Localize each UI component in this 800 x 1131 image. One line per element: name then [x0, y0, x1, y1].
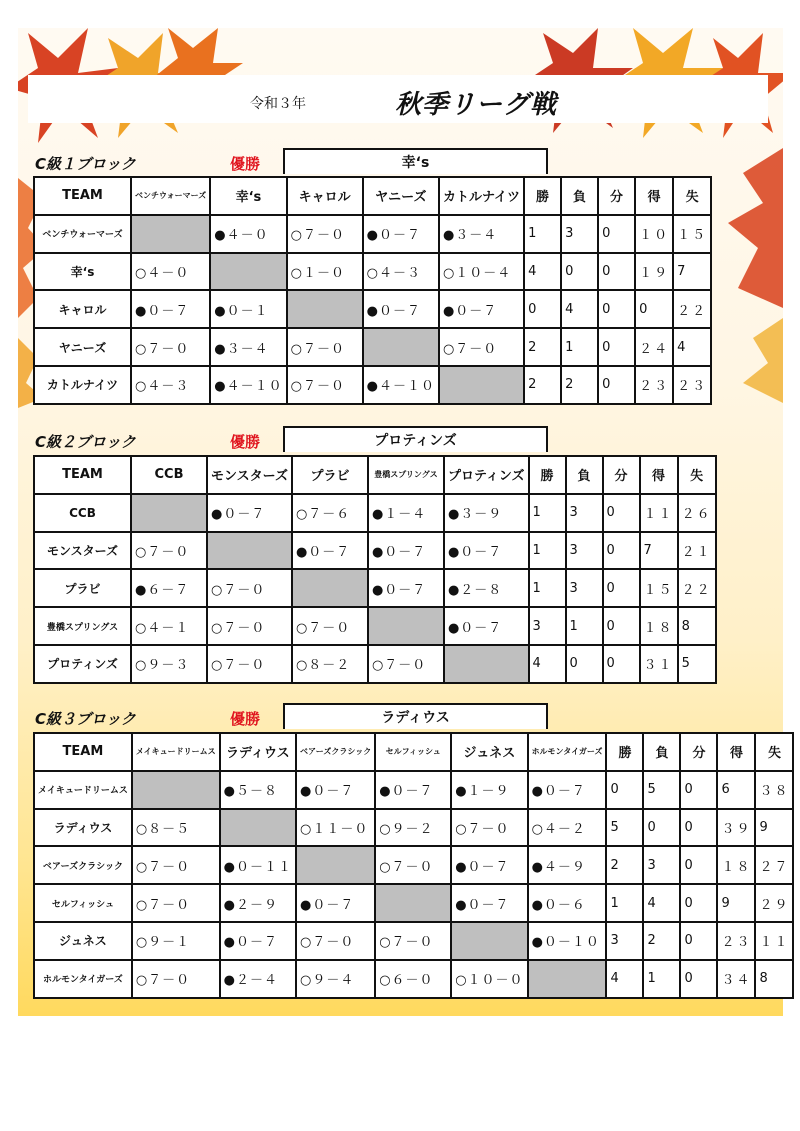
match-result: ○９－１	[132, 922, 220, 960]
stat-value: 0	[680, 846, 717, 884]
table-row	[34, 253, 711, 291]
opponent-column-header: モンスターズ	[207, 456, 292, 494]
stat-value: 4	[524, 253, 561, 291]
stat-column-header: 勝	[529, 456, 566, 494]
match-result: ●０－７	[220, 922, 296, 960]
stat-value: ３９	[717, 809, 755, 847]
team-name: プロティンズ	[34, 645, 131, 683]
match-result: ○７－０	[131, 328, 210, 366]
match-result: ●０－７	[368, 532, 444, 570]
stat-value: 0	[598, 290, 635, 328]
stat-value: 6	[717, 771, 755, 809]
opponent-column-header: ホルモンタイガーズ	[528, 733, 607, 771]
standings-table	[33, 732, 794, 999]
stat-value: 0	[603, 645, 640, 683]
match-result: ○４－３	[363, 253, 439, 291]
stat-value: 8	[755, 960, 793, 998]
match-result: ●０－７	[451, 846, 527, 884]
team-column-header: TEAM	[34, 456, 131, 494]
stat-value: 3	[529, 607, 566, 645]
stat-value: 7	[640, 532, 678, 570]
stat-value: 0	[635, 290, 673, 328]
stat-value: 2	[606, 846, 643, 884]
team-name: プラビ	[34, 569, 131, 607]
stat-value: 4	[529, 645, 566, 683]
match-result: ●０－７	[296, 884, 375, 922]
stat-value: １８	[717, 846, 755, 884]
self-match-cell	[210, 253, 286, 291]
table-row	[34, 809, 793, 847]
match-result: ●４－１０	[363, 366, 439, 404]
match-result: ●０－７	[207, 494, 292, 532]
stat-value: １９	[635, 253, 673, 291]
table-row	[34, 607, 716, 645]
match-result: ●４－０	[210, 215, 286, 253]
table-row	[34, 290, 711, 328]
self-match-cell	[292, 569, 368, 607]
match-result: ○７－０	[451, 809, 527, 847]
stat-value: ３４	[717, 960, 755, 998]
table-header-row	[34, 733, 793, 771]
stat-value: 0	[598, 215, 635, 253]
stat-value: 3	[566, 532, 603, 570]
match-result: ○７－０	[287, 366, 363, 404]
stat-value: １５	[673, 215, 711, 253]
champion-label: 優勝	[230, 433, 261, 451]
self-match-cell	[451, 922, 527, 960]
match-result: ○７－０	[375, 922, 451, 960]
team-name: メイキュードリームス	[34, 771, 132, 809]
self-match-cell	[287, 290, 363, 328]
stat-value: 0	[603, 494, 640, 532]
team-name: ベアーズクラシック	[34, 846, 132, 884]
match-result: ○７－０	[296, 922, 375, 960]
match-result: ○９－２	[375, 809, 451, 847]
stat-value: 0	[603, 607, 640, 645]
match-result: ○７－０	[287, 215, 363, 253]
stat-value: ２６	[678, 494, 716, 532]
stat-value: 9	[755, 809, 793, 847]
table-row	[34, 569, 716, 607]
match-result: ○７－０	[207, 607, 292, 645]
match-result: ●４－１０	[210, 366, 286, 404]
stat-value: 4	[673, 328, 711, 366]
match-result: ○７－０	[287, 328, 363, 366]
stat-value: 2	[524, 366, 561, 404]
team-name: カトルナイツ	[34, 366, 131, 404]
stat-value: 4	[643, 884, 680, 922]
table-row	[34, 645, 716, 683]
stat-value: 2	[643, 922, 680, 960]
match-result: ○９－３	[131, 645, 207, 683]
table-row	[34, 215, 711, 253]
match-result: ●０－１	[210, 290, 286, 328]
stat-value: 3	[606, 922, 643, 960]
team-name: キャロル	[34, 290, 131, 328]
stat-value: 0	[524, 290, 561, 328]
stat-value: 0	[561, 253, 598, 291]
stat-column-header: 得	[640, 456, 678, 494]
opponent-column-header: キャロル	[287, 177, 363, 215]
match-result: ●２－８	[444, 569, 529, 607]
champion-label: 優勝	[230, 155, 261, 173]
standings-table	[33, 176, 712, 405]
match-result: ○７－０	[132, 846, 220, 884]
stat-value: 0	[598, 328, 635, 366]
match-result: ○１０－４	[439, 253, 524, 291]
opponent-column-header: ベンチウォーマーズ	[131, 177, 210, 215]
match-result: ●４－９	[528, 846, 607, 884]
team-name: 豊橋スプリングス	[34, 607, 131, 645]
self-match-cell	[207, 532, 292, 570]
stat-value: 1	[529, 494, 566, 532]
self-match-cell	[439, 366, 524, 404]
table-header-row	[34, 177, 711, 215]
block-title: C級３ブロック	[35, 710, 136, 728]
match-result: ○７－０	[131, 532, 207, 570]
stat-value: 1	[529, 569, 566, 607]
team-name: ジュネス	[34, 922, 132, 960]
stat-value: ３８	[755, 771, 793, 809]
opponent-column-header: プラビ	[292, 456, 368, 494]
match-result: ●０－７	[528, 771, 607, 809]
stat-value: 0	[680, 884, 717, 922]
match-result: ●０－７	[444, 532, 529, 570]
stat-value: ２９	[755, 884, 793, 922]
table-row	[34, 494, 716, 532]
stat-value: 3	[566, 569, 603, 607]
stat-column-header: 得	[635, 177, 673, 215]
match-result: ●０－７	[451, 884, 527, 922]
match-result: ●１－９	[451, 771, 527, 809]
stat-value: 7	[673, 253, 711, 291]
stat-value: １５	[640, 569, 678, 607]
team-column-header: TEAM	[34, 733, 132, 771]
stat-column-header: 勝	[524, 177, 561, 215]
stat-column-header: 失	[755, 733, 793, 771]
stat-value: １０	[635, 215, 673, 253]
stat-column-header: 分	[598, 177, 635, 215]
stat-column-header: 失	[673, 177, 711, 215]
self-match-cell	[131, 215, 210, 253]
match-result: ●３－４	[210, 328, 286, 366]
match-result: ○７－０	[132, 960, 220, 998]
match-result: ●０－１０	[528, 922, 607, 960]
table-row	[34, 366, 711, 404]
table-row	[34, 328, 711, 366]
match-result: ●３－４	[439, 215, 524, 253]
self-match-cell	[296, 846, 375, 884]
match-result: ●０－７	[368, 569, 444, 607]
stat-value: ２１	[678, 532, 716, 570]
match-result: ●０－７	[363, 215, 439, 253]
match-result: ○８－２	[292, 645, 368, 683]
match-result: ●０－７	[375, 771, 451, 809]
stat-value: 0	[643, 809, 680, 847]
opponent-column-header: CCB	[131, 456, 207, 494]
champion-label: 優勝	[230, 710, 261, 728]
stat-column-header: 負	[566, 456, 603, 494]
stat-column-header: 負	[643, 733, 680, 771]
table-row	[34, 884, 793, 922]
stat-value: ２２	[673, 290, 711, 328]
stat-value: １１	[640, 494, 678, 532]
stat-column-header: 失	[678, 456, 716, 494]
match-result: ○７－０	[375, 846, 451, 884]
block-title: C級２ブロック	[35, 433, 136, 451]
stat-value: 1	[561, 328, 598, 366]
match-result: ○４－０	[131, 253, 210, 291]
match-result: ○１０－０	[451, 960, 527, 998]
match-result: ○４－２	[528, 809, 607, 847]
stat-value: 0	[603, 532, 640, 570]
team-name: モンスターズ	[34, 532, 131, 570]
stat-value: 3	[643, 846, 680, 884]
match-result: ○７－０	[368, 645, 444, 683]
stat-value: 0	[680, 922, 717, 960]
opponent-column-header: セルフィッシュ	[375, 733, 451, 771]
table-row	[34, 846, 793, 884]
match-result: ○４－３	[131, 366, 210, 404]
match-result: ●０－７	[444, 607, 529, 645]
match-result: ●１－４	[368, 494, 444, 532]
stat-value: 8	[678, 607, 716, 645]
opponent-column-header: メイキュードリームス	[132, 733, 220, 771]
stat-value: ２７	[755, 846, 793, 884]
self-match-cell	[220, 809, 296, 847]
match-result: ○７－０	[439, 328, 524, 366]
stat-value: 5	[678, 645, 716, 683]
opponent-column-header: 豊橋スプリングス	[368, 456, 444, 494]
match-result: ○１－０	[287, 253, 363, 291]
self-match-cell	[132, 771, 220, 809]
stat-value: ２４	[635, 328, 673, 366]
match-result: ●０－１１	[220, 846, 296, 884]
stat-value: ２２	[678, 569, 716, 607]
match-result: ○８－５	[132, 809, 220, 847]
team-name: ヤニーズ	[34, 328, 131, 366]
stat-value: ２３	[673, 366, 711, 404]
stat-value: 0	[598, 366, 635, 404]
match-result: ●０－７	[292, 532, 368, 570]
stat-value: 0	[606, 771, 643, 809]
table-row	[34, 922, 793, 960]
stat-value: 1	[606, 884, 643, 922]
match-result: ●２－４	[220, 960, 296, 998]
match-result: ○４－１	[131, 607, 207, 645]
team-name: ベンチウォーマーズ	[34, 215, 131, 253]
match-result: ●０－６	[528, 884, 607, 922]
table-row	[34, 960, 793, 998]
stat-value: 0	[680, 960, 717, 998]
match-result: ●２－９	[220, 884, 296, 922]
match-result: ○７－０	[207, 569, 292, 607]
self-match-cell	[368, 607, 444, 645]
match-result: ●６－７	[131, 569, 207, 607]
match-result: ●０－７	[131, 290, 210, 328]
match-result: ○７－６	[292, 494, 368, 532]
opponent-column-header: ベアーズクラシック	[296, 733, 375, 771]
team-name: 幸‘s	[34, 253, 131, 291]
stat-value: 1	[524, 215, 561, 253]
opponent-column-header: 幸‘s	[210, 177, 286, 215]
self-match-cell	[131, 494, 207, 532]
stat-value: 1	[529, 532, 566, 570]
stat-column-header: 負	[561, 177, 598, 215]
stat-value: １１	[755, 922, 793, 960]
opponent-column-header: ラディウス	[220, 733, 296, 771]
match-result: ○１１－０	[296, 809, 375, 847]
stat-column-header: 勝	[606, 733, 643, 771]
champion-team: プロティンズ	[283, 426, 548, 452]
match-result: ○９－４	[296, 960, 375, 998]
maple-leaf-decoration-lower-right	[723, 148, 783, 408]
match-result: ●０－７	[363, 290, 439, 328]
match-result: ○７－０	[132, 884, 220, 922]
team-name: ホルモンタイガーズ	[34, 960, 132, 998]
stat-value: 0	[680, 809, 717, 847]
stat-value: 1	[643, 960, 680, 998]
stat-value: 3	[566, 494, 603, 532]
block-title: C級１ブロック	[35, 155, 136, 173]
champion-team: ラディウス	[283, 703, 548, 729]
stat-value: 0	[680, 771, 717, 809]
stat-value: ３１	[640, 645, 678, 683]
stat-value: 4	[561, 290, 598, 328]
table-header-row	[34, 456, 716, 494]
stat-value: 2	[524, 328, 561, 366]
match-result: ○６－０	[375, 960, 451, 998]
opponent-column-header: ジュネス	[451, 733, 527, 771]
stat-value: ２３	[717, 922, 755, 960]
stat-value: 2	[561, 366, 598, 404]
stat-value: 3	[561, 215, 598, 253]
stat-value: 1	[566, 607, 603, 645]
match-result: ●０－７	[439, 290, 524, 328]
page-title: 秋季リーグ戦	[395, 90, 558, 120]
match-result: ●５－８	[220, 771, 296, 809]
stat-column-header: 分	[680, 733, 717, 771]
stat-value: 5	[606, 809, 643, 847]
champion-team: 幸‘s	[283, 148, 548, 174]
stat-value: 4	[606, 960, 643, 998]
opponent-column-header: ヤニーズ	[363, 177, 439, 215]
stat-value: 9	[717, 884, 755, 922]
stat-column-header: 得	[717, 733, 755, 771]
match-result: ●０－７	[296, 771, 375, 809]
match-result: ○７－０	[292, 607, 368, 645]
table-row	[34, 771, 793, 809]
stat-value: 0	[598, 253, 635, 291]
table-row	[34, 532, 716, 570]
team-name: ラディウス	[34, 809, 132, 847]
stat-column-header: 分	[603, 456, 640, 494]
match-result: ○７－０	[207, 645, 292, 683]
stat-value: 0	[603, 569, 640, 607]
self-match-cell	[375, 884, 451, 922]
self-match-cell	[363, 328, 439, 366]
opponent-column-header: カトルナイツ	[439, 177, 524, 215]
stat-value: 0	[566, 645, 603, 683]
standings-table	[33, 455, 717, 684]
stat-value: 5	[643, 771, 680, 809]
team-column-header: TEAM	[34, 177, 131, 215]
self-match-cell	[528, 960, 607, 998]
team-name: セルフィッシュ	[34, 884, 132, 922]
stat-value: １８	[640, 607, 678, 645]
team-name: CCB	[34, 494, 131, 532]
era-label: 令和３年	[250, 96, 306, 112]
stat-value: ２３	[635, 366, 673, 404]
match-result: ●３－９	[444, 494, 529, 532]
self-match-cell	[444, 645, 529, 683]
opponent-column-header: プロティンズ	[444, 456, 529, 494]
